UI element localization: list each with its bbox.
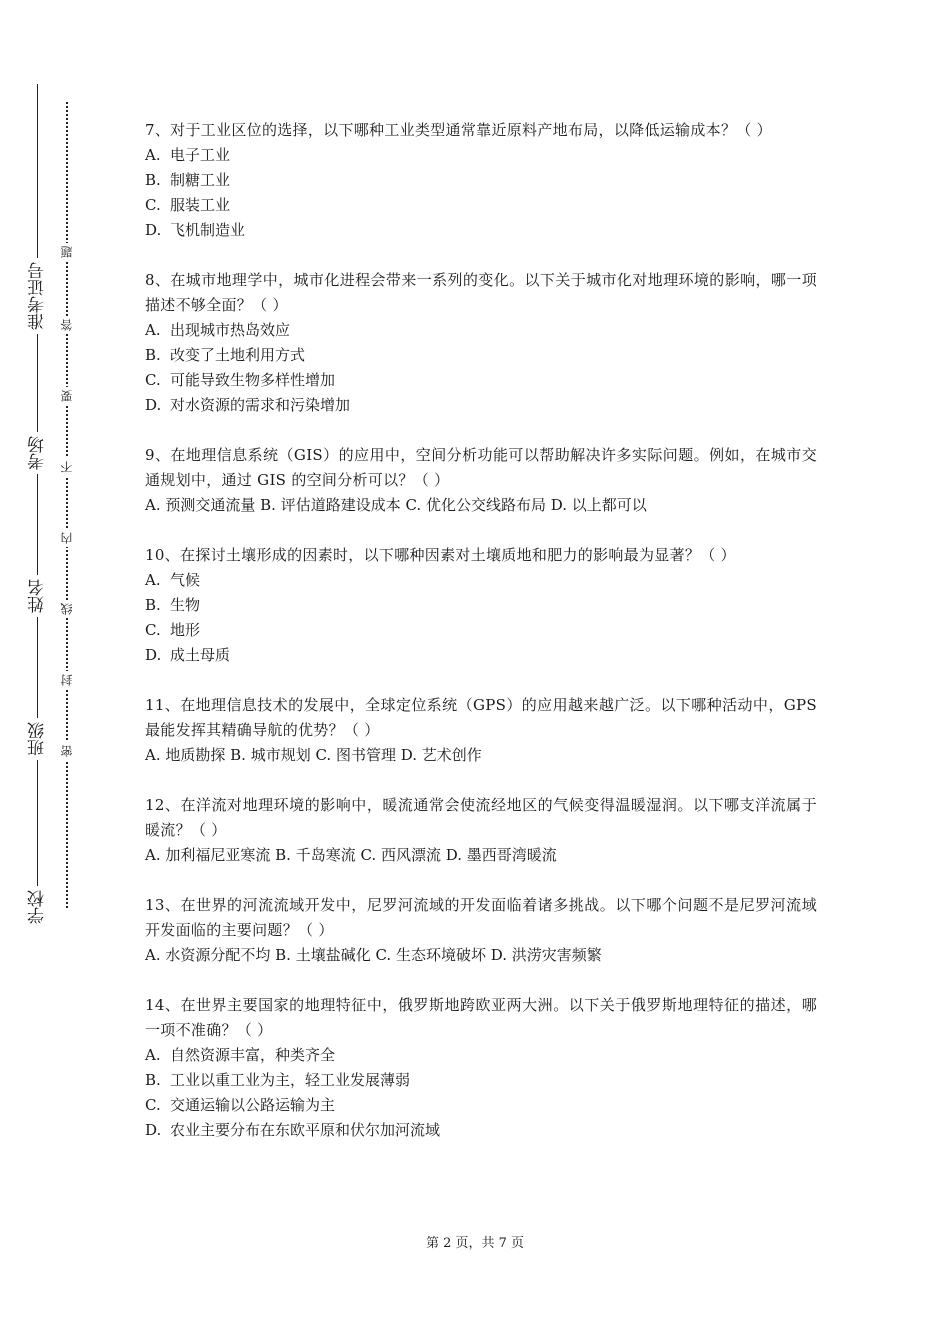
page-footer: 第 2 页，共 7 页 <box>425 1236 525 1251</box>
question-stem: 10、在探讨土壤形成的因素时，以下哪种因素对土壤质地和肥力的影响最为显著？（ ） <box>145 546 736 564</box>
field-school: 学校 <box>20 886 56 928</box>
seal-char: 题 <box>58 243 76 261</box>
option-c[interactable]: C. 服装工业 <box>145 196 231 214</box>
option-b[interactable]: B. 生物 <box>145 596 201 614</box>
option-a[interactable]: A. 气候 <box>145 571 201 589</box>
field-exam-room: 考场 <box>20 432 56 474</box>
option-c[interactable]: C. 可能导致生物多样性增加 <box>145 371 336 389</box>
question-7 <box>145 118 817 243</box>
field-exam-number: 准考证号 <box>20 258 56 334</box>
option-a[interactable]: A. 出现城市热岛效应 <box>145 321 291 339</box>
option-b[interactable]: B. 改变了土地利用方式 <box>145 346 306 364</box>
option-d[interactable]: D. 成土母质 <box>145 646 231 664</box>
option-c[interactable]: C. 交通运输以公路运输为主 <box>145 1096 336 1114</box>
seal-char: 答 <box>58 316 76 334</box>
question-10 <box>145 543 817 668</box>
inline-options[interactable]: A. 地质勘探 B. 城市规划 C. 图书管理 D. 艺术创作 <box>145 746 482 764</box>
option-b[interactable]: B. 制糖工业 <box>145 171 231 189</box>
seal-char: 封 <box>58 671 76 689</box>
question-stem: 7、对于工业区位的选择，以下哪种工业类型通常靠近原料产地布局，以降低运输成本？（ ） <box>145 121 772 139</box>
seal-char: 线 <box>58 600 76 618</box>
seal-char: 要 <box>58 387 76 405</box>
seal-char: 密 <box>58 742 76 760</box>
inline-options[interactable]: A. 预测交通流量 B. 评估道路建设成本 C. 优化公交线路布局 D. 以上都可以 <box>145 496 647 514</box>
field-class: 班级 <box>20 718 56 760</box>
question-stem: 11、在地理信息技术的发展中，全球定位系统（GPS）的应用越来越广泛。以下哪种活动中，GPS 最能发挥其精确导航的优势？（ ） <box>145 696 817 739</box>
seal-char: 不 <box>58 458 76 476</box>
option-a[interactable]: A. 自然资源丰富，种类齐全 <box>145 1046 336 1064</box>
question-8 <box>145 268 817 418</box>
option-d[interactable]: D. 对水资源的需求和污染增加 <box>145 396 351 414</box>
inline-options[interactable]: A. 水资源分配不均 B. 土壤盐碱化 C. 生态环境破坏 D. 洪涝灾害频繁 <box>145 946 602 964</box>
question-list <box>145 118 817 1168</box>
option-c[interactable]: C. 地形 <box>145 621 201 639</box>
option-b[interactable]: B. 工业以重工业为主，轻工业发展薄弱 <box>145 1071 411 1089</box>
question-13 <box>145 893 817 968</box>
inline-options[interactable]: A. 加利福尼亚寒流 B. 千岛寒流 C. 西风漂流 D. 墨西哥湾暖流 <box>145 846 557 864</box>
seal-char: 内 <box>58 529 76 547</box>
question-11 <box>145 693 817 768</box>
question-stem: 13、在世界的河流流域开发中，尼罗河流域的开发面临着诸多挑战。以下哪个问题不是尼罗河流域开发面临的主要问题？（ ） <box>145 896 817 939</box>
option-a[interactable]: A. 电子工业 <box>145 146 231 164</box>
binding-solid-line <box>37 84 38 926</box>
question-stem: 9、在地理信息系统（GIS）的应用中，空间分析功能可以帮助解决许多实际问题。例如，在城市交通规划中，通过 GIS 的空间分析可以？（ ） <box>145 446 817 489</box>
option-d[interactable]: D. 农业主要分布在东欧平原和伏尔加河流域 <box>145 1121 441 1139</box>
option-d[interactable]: D. 飞机制造业 <box>145 221 246 239</box>
question-stem: 14、在世界主要国家的地理特征中，俄罗斯地跨欧亚两大洲。以下关于俄罗斯地理特征的描述，哪一项不准确？（ ） <box>145 996 817 1039</box>
question-9 <box>145 443 817 518</box>
seal-dotted-line <box>66 102 68 908</box>
question-12 <box>145 793 817 868</box>
field-name: 姓名 <box>20 575 56 617</box>
question-stem: 12、在洋流对地理环境的影响中，暖流通常会使流经地区的气候变得温暖湿润。以下哪支洋流属于暖流？（ ） <box>145 796 817 839</box>
question-14 <box>145 993 817 1143</box>
question-stem: 8、在城市地理学中，城市化进程会带来一系列的变化。以下关于城市化对地理环境的影响，哪一项描述不够全面？（ ） <box>145 271 817 314</box>
